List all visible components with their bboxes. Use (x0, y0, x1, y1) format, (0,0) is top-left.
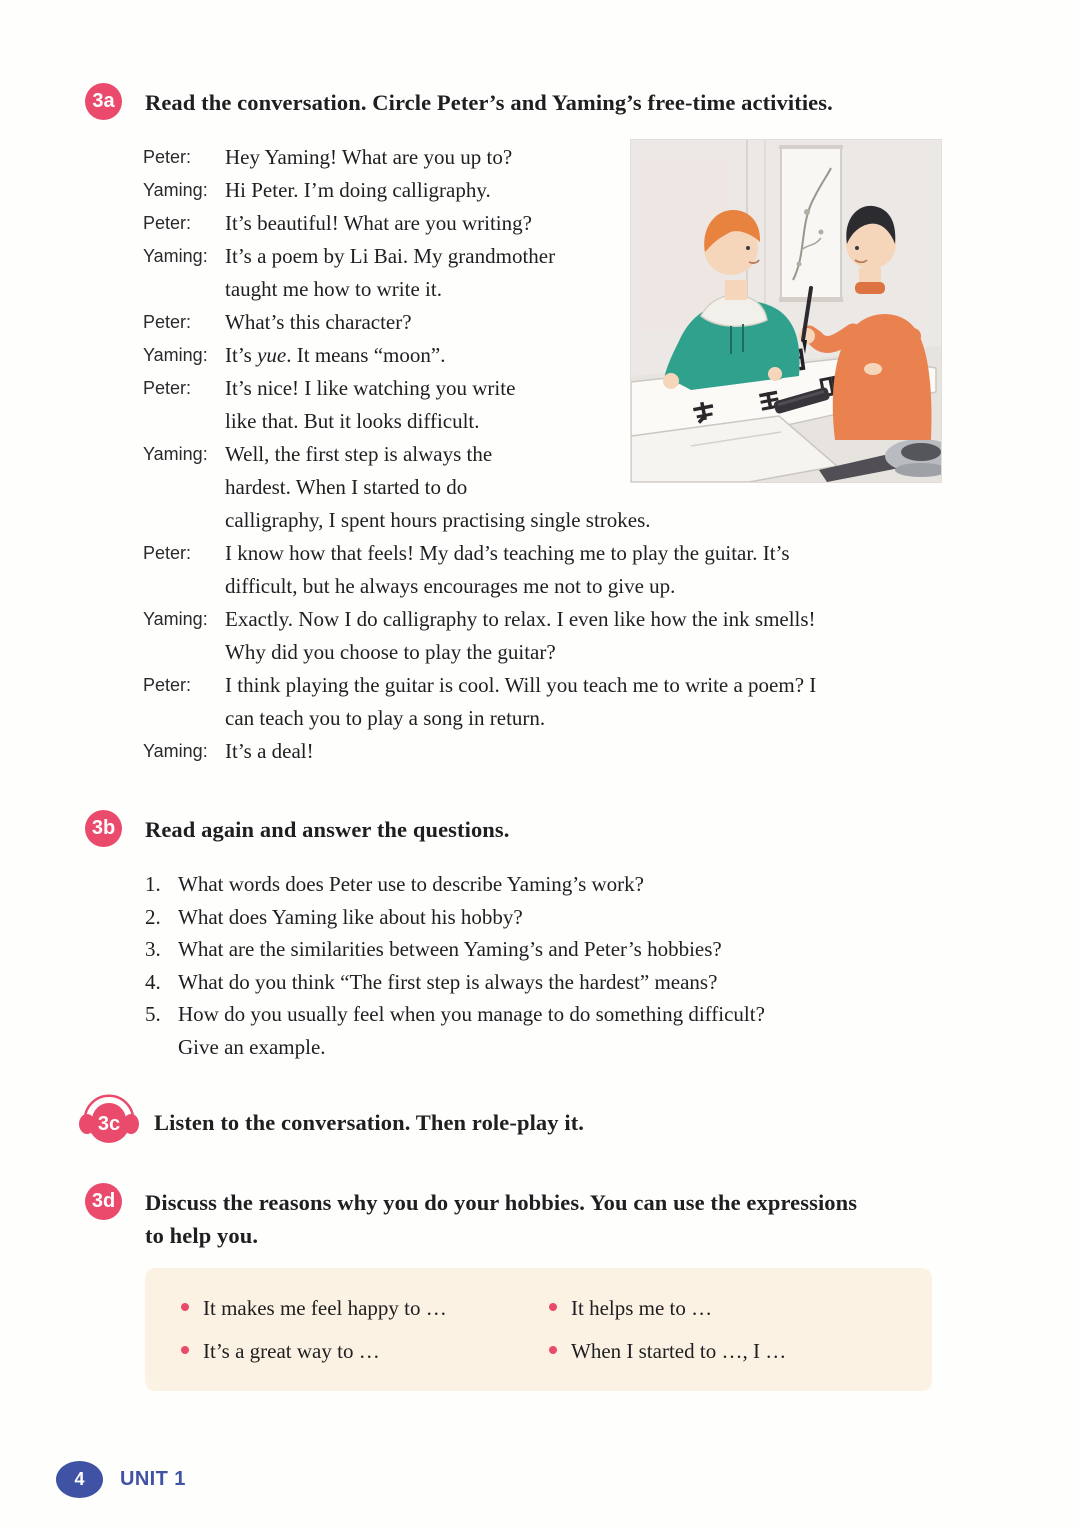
question-text: How do you usually feel when you manage to do something difficult? Give an example. (178, 1002, 765, 1059)
question-number: 5. (145, 1002, 161, 1026)
expression-text: It helps me to … (571, 1296, 713, 1320)
bullet-icon (181, 1303, 189, 1311)
unit-label: UNIT 1 (120, 1468, 186, 1490)
speaker-label: Yaming: (143, 246, 208, 266)
dialogue-turn (143, 669, 1035, 735)
speaker-label: Peter: (143, 543, 192, 563)
section-3c-header (85, 1096, 1025, 1148)
speech-text: What’s this character? (225, 310, 412, 334)
bullet-icon (549, 1346, 557, 1354)
headphones-icon (77, 1088, 141, 1148)
expression-item (181, 1293, 549, 1323)
speaker-label: Peter: (143, 213, 192, 233)
dialogue-turn (143, 603, 1035, 669)
question-item (145, 998, 1005, 1063)
section-3a-header (85, 83, 1025, 120)
page-number-badge: 4 (56, 1461, 103, 1498)
speech-text: It’s a poem by Li Bai. My grandmother taught me how to write it. (225, 244, 556, 301)
calligraphy-scene-svg (631, 140, 941, 482)
speech-text: It’s a deal! (225, 739, 314, 763)
speech-text: I know how that feels! My dad’s teaching me to play the guitar. It’s difficult, but he always encourages me not to give up. (225, 541, 790, 598)
question-text: What does Yaming like about his hobby? (178, 904, 523, 929)
section-3b-title: Read again and answer the questions. (145, 817, 510, 842)
question-item (145, 901, 1005, 934)
question-number: 4. (145, 969, 161, 994)
expression-item (181, 1336, 549, 1366)
question-text: What words does Peter use to describe Yaming’s work? (178, 872, 644, 896)
section-badge-3b: 3b (85, 810, 122, 847)
expressions-panel (145, 1268, 932, 1391)
bullet-icon (181, 1346, 189, 1354)
question-item (145, 933, 1005, 966)
dialogue-turn (143, 735, 1035, 768)
section-3d-title: Discuss the reasons why you do your hobbies. You can use the expressions to help you. (145, 1190, 858, 1248)
scroll-painting (779, 145, 843, 302)
section-3a-title: Read the conversation. Circle Peter’s and Yaming’s free-time activities. (145, 90, 833, 115)
speech-text: Hi Peter. I’m doing calligraphy. (225, 178, 491, 202)
expression-text: When I started to …, I … (571, 1339, 787, 1363)
speech-text: Hey Yaming! What are you up to? (225, 145, 513, 169)
speech-text: It’s yue. It means “moon”. (225, 343, 446, 367)
question-list (145, 868, 1005, 1063)
speaker-label: Peter: (143, 147, 192, 167)
question-number: 3. (145, 937, 161, 961)
section-3b-header (85, 810, 1025, 847)
speech-text: Well, the first step is always the hardest. When I started to do calligraphy, I spent hours practising single strokes. (225, 442, 651, 532)
expression-text: It makes me feel happy to … (203, 1296, 447, 1320)
speech-text: It’s nice! I like watching you write like that. But it looks difficult. (225, 376, 516, 433)
svg-text:3c: 3c (97, 1113, 121, 1135)
speaker-label: Yaming: (143, 609, 208, 629)
question-text: What are the similarities between Yaming’s and Peter’s hobbies? (178, 937, 722, 961)
question-number: 1. (145, 872, 161, 896)
section-3d-header (85, 1183, 1025, 1252)
bullet-icon (549, 1303, 557, 1311)
calligraphy-illustration (630, 139, 942, 483)
expression-text: It’s a great way to … (203, 1339, 380, 1363)
question-item (145, 868, 1005, 901)
expression-item (549, 1336, 922, 1366)
section-badge-3a: 3a (85, 83, 122, 120)
section-badge-3d: 3d (85, 1183, 122, 1220)
question-number: 2. (145, 904, 161, 929)
speech-text: I think playing the guitar is cool. Will you teach me to write a poem? I can teach you to play a song in return. (225, 673, 817, 730)
speech-text: Exactly. Now I do calligraphy to relax. I even like how the ink smells! Why did you choose to play the guitar? (225, 607, 816, 664)
speaker-label: Peter: (143, 312, 192, 332)
question-item (145, 966, 1005, 999)
expression-item (549, 1293, 922, 1323)
speech-text: It’s beautiful! What are you writing? (225, 211, 532, 235)
conversation-block (143, 141, 1035, 768)
speaker-label: Yaming: (143, 345, 208, 365)
expressions-box (145, 1268, 932, 1391)
dialogue-turn (143, 537, 1035, 603)
speaker-label: Yaming: (143, 180, 208, 200)
speaker-label: Peter: (143, 378, 192, 398)
speaker-label: Peter: (143, 675, 192, 695)
question-text: What do you think “The first step is always the hardest” means? (178, 969, 718, 994)
speaker-label: Yaming: (143, 741, 208, 761)
section-3c-title: Listen to the conversation. Then role-play it. (154, 1109, 585, 1135)
page-footer (56, 1461, 186, 1498)
speaker-label: Yaming: (143, 444, 208, 464)
